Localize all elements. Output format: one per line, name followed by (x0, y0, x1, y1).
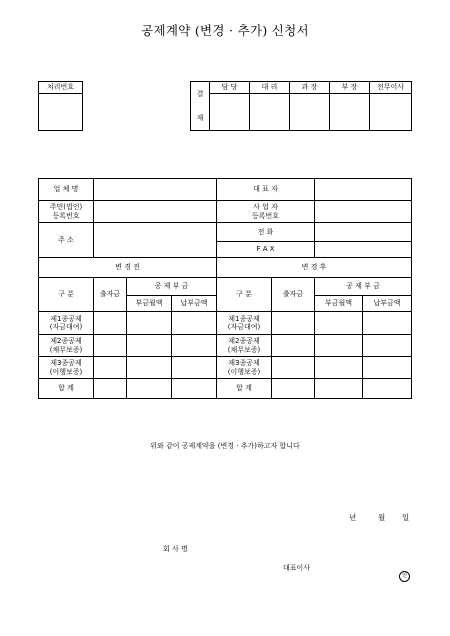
data-cell[interactable] (363, 335, 412, 357)
data-cell[interactable] (94, 335, 127, 357)
data-cell[interactable] (127, 379, 172, 399)
document-title: 공제계약 (변경 · 추가) 신청서 (141, 23, 309, 38)
representative-label: 대 표 자 (217, 179, 315, 201)
deduction-charge-header: 공 제 부 금 (127, 278, 217, 296)
data-cell[interactable] (127, 357, 172, 379)
approval-sign-cell[interactable] (250, 94, 290, 131)
data-cell[interactable] (272, 379, 315, 399)
data-cell[interactable] (172, 379, 217, 399)
processing-number-label: 처리번호 (39, 82, 83, 94)
processing-number-box (38, 81, 83, 131)
approval-label: 결 재 (191, 82, 210, 131)
investment-header: 출자금 (94, 278, 127, 312)
resident-no-field[interactable] (94, 201, 217, 223)
approval-role: 대 리 (250, 82, 290, 94)
main-form-table (38, 178, 412, 399)
data-cell[interactable] (363, 357, 412, 379)
category-header: 구 분 (217, 278, 272, 312)
data-cell[interactable] (363, 379, 412, 399)
approval-sign-cell[interactable] (330, 94, 370, 131)
data-cell[interactable] (94, 312, 127, 335)
approval-box (190, 81, 412, 131)
approval-role: 부 장 (330, 82, 370, 94)
row-label: 제2종공제 (채무보증) (39, 335, 94, 357)
data-cell[interactable] (363, 312, 412, 335)
approval-sign-cell[interactable] (370, 94, 412, 131)
business-no-label: 사 업 자 등록번호 (217, 201, 315, 223)
data-cell[interactable] (127, 312, 172, 335)
data-cell[interactable] (272, 335, 315, 357)
approval-sign-cell[interactable] (210, 94, 250, 131)
data-cell[interactable] (315, 312, 363, 335)
row-label: 제3종공제 (이행보증) (39, 357, 94, 379)
address-field[interactable] (94, 223, 217, 258)
data-cell[interactable] (172, 357, 217, 379)
date-year-label: 년 (349, 513, 357, 522)
total-label: 합 계 (39, 379, 94, 399)
data-cell[interactable] (315, 379, 363, 399)
company-name-field[interactable] (94, 179, 217, 201)
approval-role: 전무이사 (370, 82, 412, 94)
row-label: 제3종공제 (이행보증) (217, 357, 272, 379)
data-cell[interactable] (127, 335, 172, 357)
address-label: 주 소 (39, 223, 94, 258)
paid-charge-header: 납부금액 (363, 296, 412, 312)
data-cell[interactable] (272, 357, 315, 379)
data-cell[interactable] (315, 357, 363, 379)
approval-role: 과 장 (290, 82, 330, 94)
category-header: 구 분 (39, 278, 94, 312)
resident-no-label: 주민(법인) 등록번호 (39, 201, 94, 223)
company-name-label: 업 체 명 (39, 179, 94, 201)
fax-field[interactable] (315, 242, 412, 258)
before-change-header: 변 경 전 (39, 258, 217, 278)
business-no-field[interactable] (315, 201, 412, 223)
data-cell[interactable] (94, 357, 127, 379)
paid-charge-header: 납부금액 (172, 296, 217, 312)
data-cell[interactable] (172, 312, 217, 335)
row-label: 제1종공제 (자금대여) (39, 312, 94, 335)
processing-number-value[interactable] (39, 94, 83, 131)
after-change-header: 변 경 후 (217, 258, 412, 278)
data-cell[interactable] (94, 379, 127, 399)
approval-role: 담 당 (210, 82, 250, 94)
date-month-label: 월 (378, 513, 386, 522)
row-label: 제1종공제 (자금대여) (217, 312, 272, 335)
monthly-charge-header: 부금월액 (127, 296, 172, 312)
investment-header: 출자금 (272, 278, 315, 312)
fax-label: F A X (217, 242, 315, 258)
approval-sign-cell[interactable] (290, 94, 330, 131)
total-label: 합 계 (217, 379, 272, 399)
ceo-label: 대표이사 (283, 564, 311, 572)
seal-mark (399, 562, 410, 582)
request-statement: 위와 같이 공제계약을 (변경 · 추가)하고자 합니다 (150, 442, 300, 450)
company-name-sign-label: 회 사 명 (163, 545, 188, 553)
data-cell[interactable] (272, 312, 315, 335)
data-cell[interactable] (172, 335, 217, 357)
monthly-charge-header: 부금월액 (315, 296, 363, 312)
deduction-charge-header: 공 제 부 금 (315, 278, 412, 296)
row-label: 제2종공제 (채무보증) (217, 335, 272, 357)
data-cell[interactable] (315, 335, 363, 357)
phone-field[interactable] (315, 223, 412, 242)
representative-field[interactable] (315, 179, 412, 201)
phone-label: 전 화 (217, 223, 315, 242)
date-day-label: 일 (402, 513, 410, 522)
seal-icon: 인 (399, 571, 410, 582)
